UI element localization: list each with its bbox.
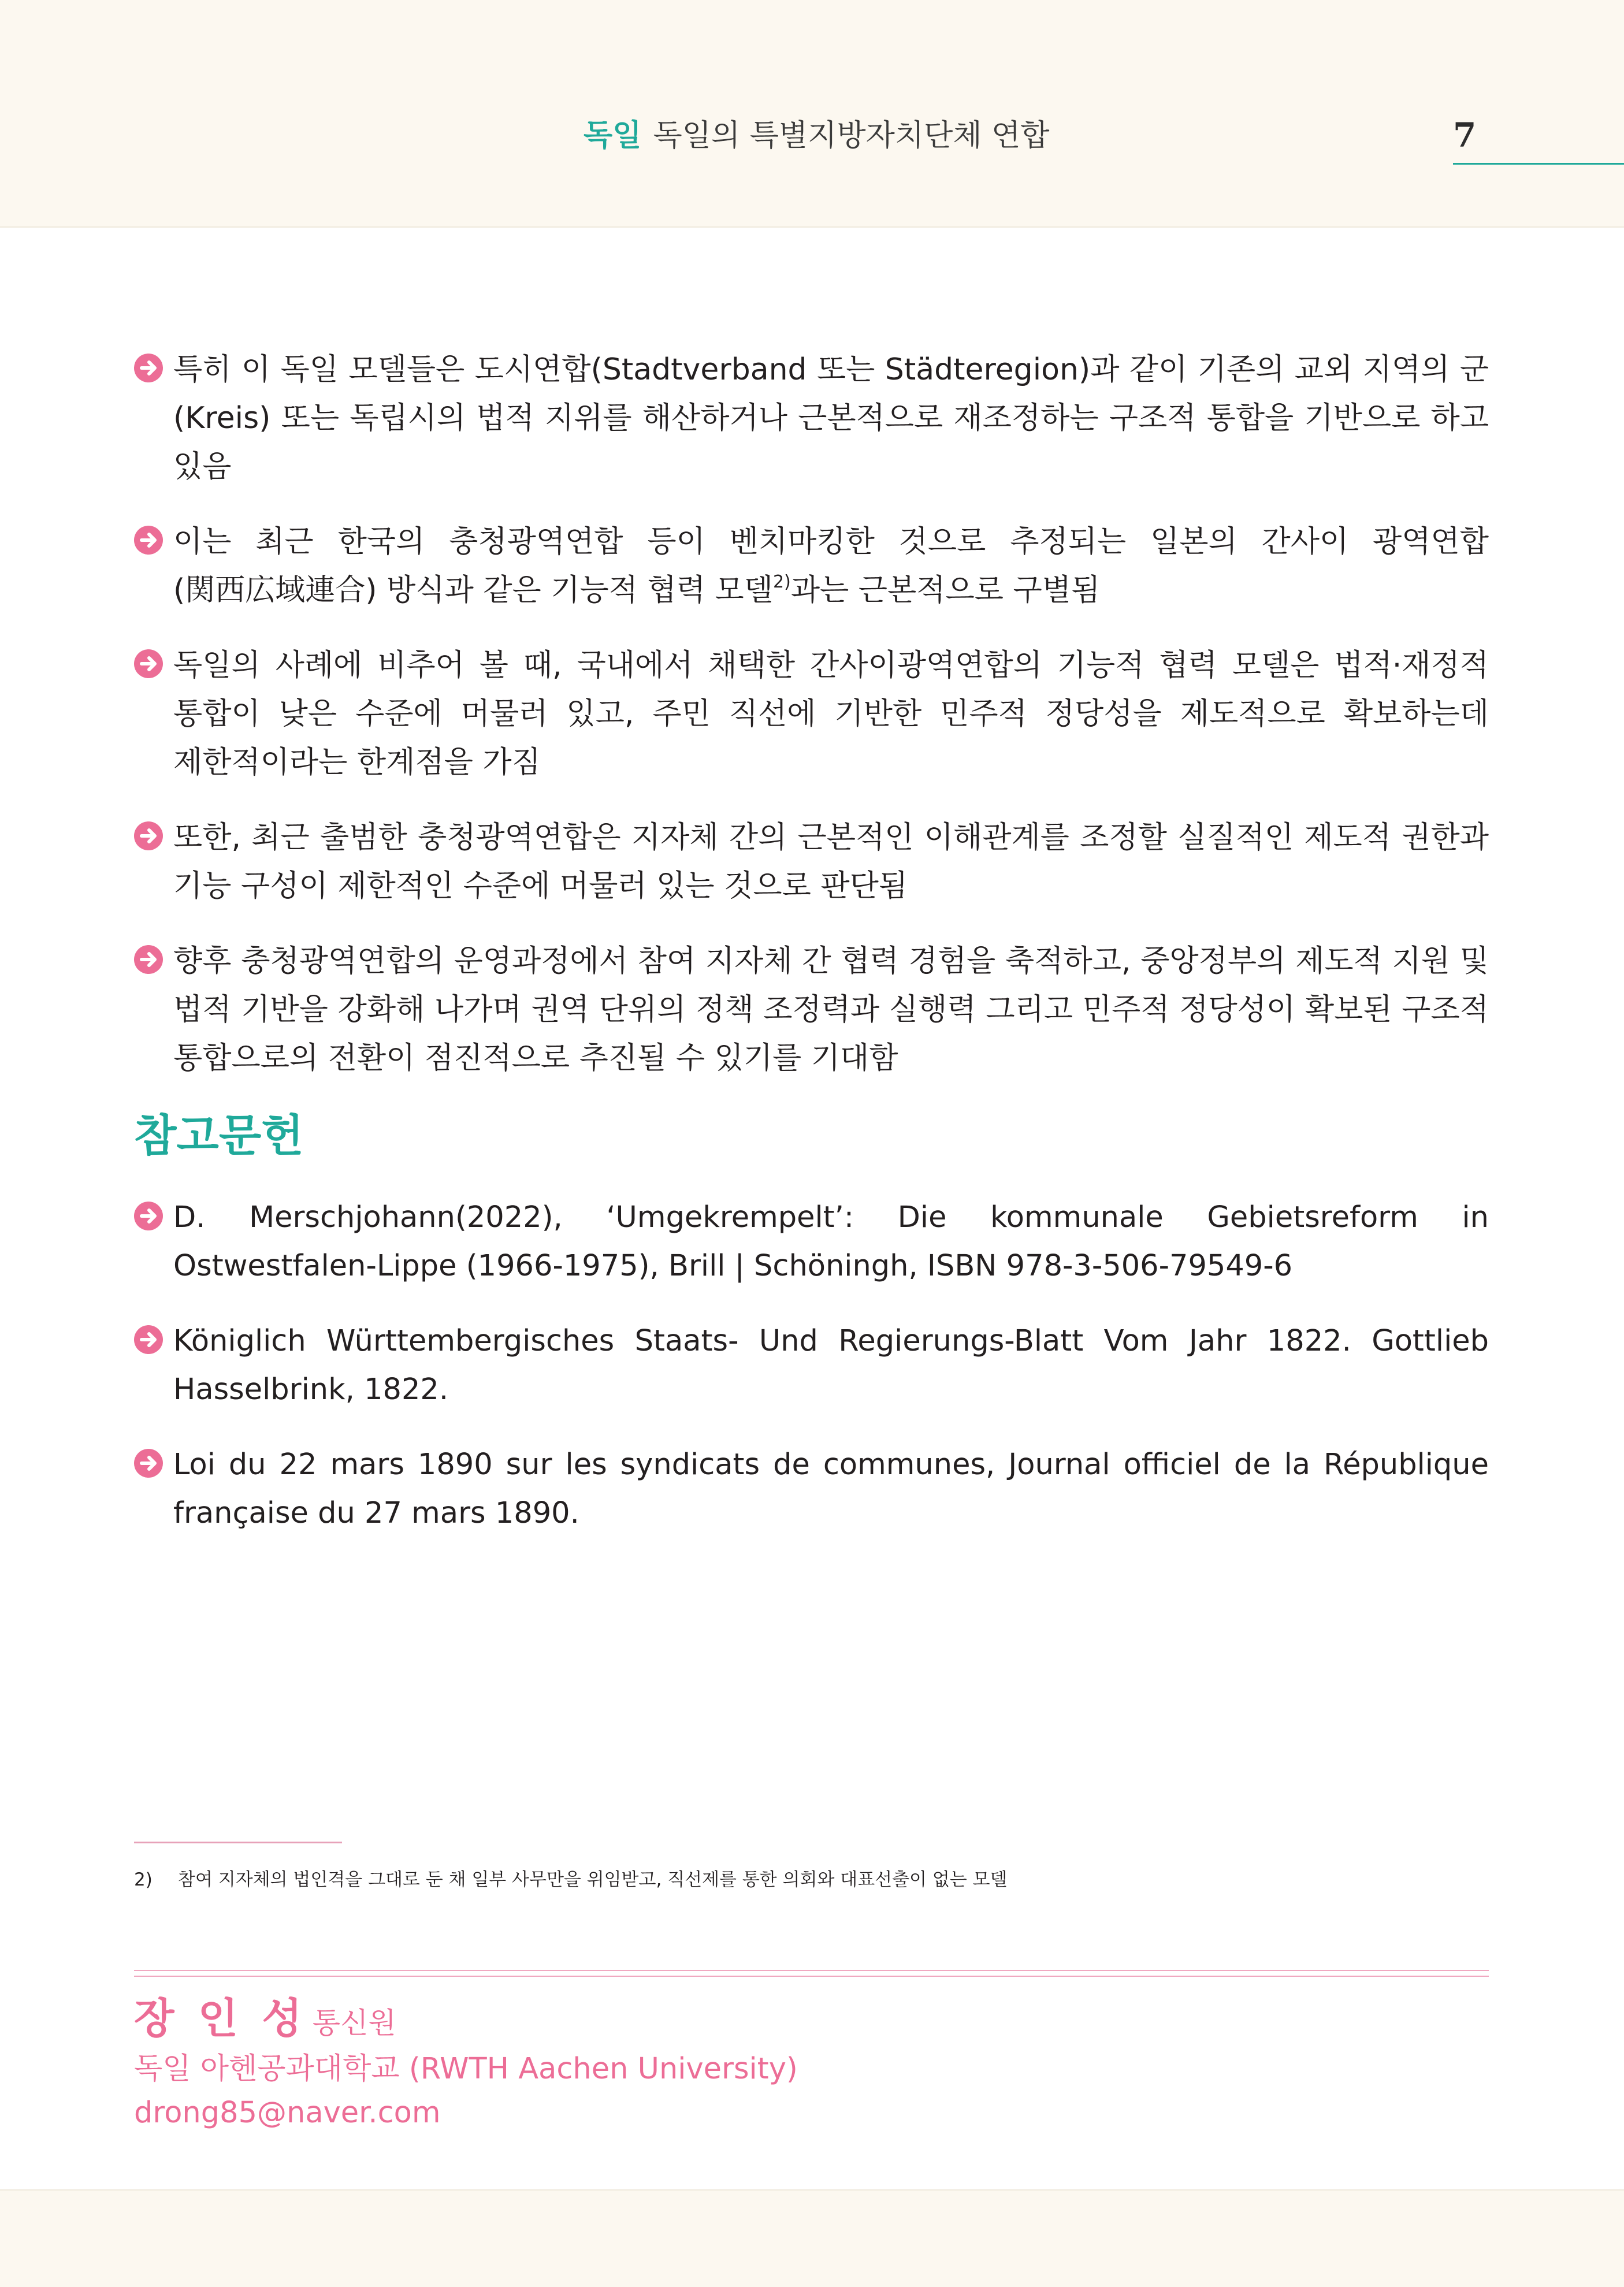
footnote-mark: 2) xyxy=(134,1869,153,1890)
list-item xyxy=(134,937,1489,1083)
footnote-reference[interactable]: 2) xyxy=(773,572,791,592)
bullet-text: 또한, 최근 출범한 충청광역연합은 지자체 간의 근본적인 이해관계를 조정할 실질적인 제도적 권한과 기능 구성이 제한적인 수준에 머물러 있는 것으로 판단됨 xyxy=(173,820,1489,903)
list-item xyxy=(134,813,1489,910)
author-name: 장 인 성 xyxy=(134,1994,307,2043)
arrow-right-circle-icon xyxy=(134,354,163,382)
author-affiliation: 독일 아헨공과대학교 (RWTH Aachen University) xyxy=(134,2052,798,2086)
reference-text: D. Merschjohann(2022), ‘Umgekrempelt’: Die kommunale Gebietsreform in Ostwestfalen-Lippe (1966-1975), Brill | Schöningh, ISBN 978-3-506-79549-6 xyxy=(173,1200,1489,1283)
header-keyword: 독일 xyxy=(584,118,642,153)
author-email[interactable]: drong85@naver.com xyxy=(134,2096,441,2130)
body-bullet-list xyxy=(134,345,1489,1109)
arrow-right-circle-icon xyxy=(134,649,163,678)
page-number-rule xyxy=(1453,163,1624,165)
footer-band xyxy=(0,2189,1624,2287)
author-divider xyxy=(134,1976,1489,1977)
header-title: 독일의 특별지방자치단체 연합 xyxy=(653,118,1050,153)
list-item xyxy=(134,1317,1489,1414)
references-heading: 참고문헌 xyxy=(134,1110,304,1161)
bullet-text xyxy=(173,518,1489,615)
arrow-right-circle-icon xyxy=(134,945,163,974)
reference-text: Königlich Württembergisches Staats- Und Regierungs-Blatt Vom Jahr 1822. Gottlieb Hasselbrink, 1822. xyxy=(173,1324,1489,1407)
list-item xyxy=(134,641,1489,787)
arrow-right-circle-icon xyxy=(134,526,163,555)
bullet-text: 향후 충청광역연합의 운영과정에서 참여 지자체 간 협력 경험을 축적하고, 중앙정부의 제도적 지원 및 법적 기반을 강화해 나가며 권역 단위의 정책 조정력과 실행력 그리고 민주적 정당성이 확보된 구조적 통합으로의 전환이 점진적으로 추진될 수 있기를 기대함 xyxy=(173,944,1489,1076)
list-item xyxy=(134,345,1489,491)
author-divider xyxy=(134,1970,1489,1971)
list-item xyxy=(134,518,1489,615)
bullet-text: 특히 이 독일 모델들은 도시연합(Stadtverband 또는 Städteregion)과 같이 기존의 교외 지역의 군(Kreis) 또는 독립시의 법적 지위를 해산하거나 근본적으로 재조정하는 구조적 통합을 기반으로 하고 있음 xyxy=(173,352,1489,484)
list-item xyxy=(134,1441,1489,1538)
arrow-right-circle-icon xyxy=(134,1449,163,1478)
footnote xyxy=(134,1864,1489,1896)
bullet-text: 독일의 사례에 비추어 볼 때, 국내에서 채택한 간사이광역연합의 기능적 협력 모델은 법적·재정적 통합이 낮은 수준에 머물러 있고, 주민 직선에 기반한 민주적 정당성을 제도적으로 확보하는데 제한적이라는 한계점을 가짐 xyxy=(173,648,1489,780)
footnote-text: 참여 지자체의 법인격을 그대로 둔 채 일부 사무만을 위임받고, 직선제를 통한 의회와 대표선출이 없는 모델 xyxy=(178,1869,1008,1890)
author-role: 통신원 xyxy=(312,2006,396,2040)
references-list xyxy=(134,1193,1489,1564)
footnote-divider xyxy=(134,1842,342,1843)
page-number: 7 xyxy=(1453,116,1477,155)
bullet-text-part: 이는 최근 한국의 충청광역연합 등이 벤치마킹한 것으로 추정되는 일본의 간사이 광역연합(関西広域連合) 방식과 같은 기능적 협력 모델 xyxy=(173,525,1489,608)
arrow-right-circle-icon xyxy=(134,1325,163,1354)
arrow-right-circle-icon xyxy=(134,821,163,850)
list-item xyxy=(134,1193,1489,1291)
reference-text: Loi du 22 mars 1890 sur les syndicats de communes, Journal officiel de la République française du 27 mars 1890. xyxy=(173,1448,1489,1530)
arrow-right-circle-icon xyxy=(134,1202,163,1230)
running-header xyxy=(584,116,1050,156)
author-line xyxy=(134,1991,396,2046)
header-band xyxy=(0,0,1624,228)
bullet-text-part: 과는 근본적으로 구별됨 xyxy=(790,573,1101,608)
